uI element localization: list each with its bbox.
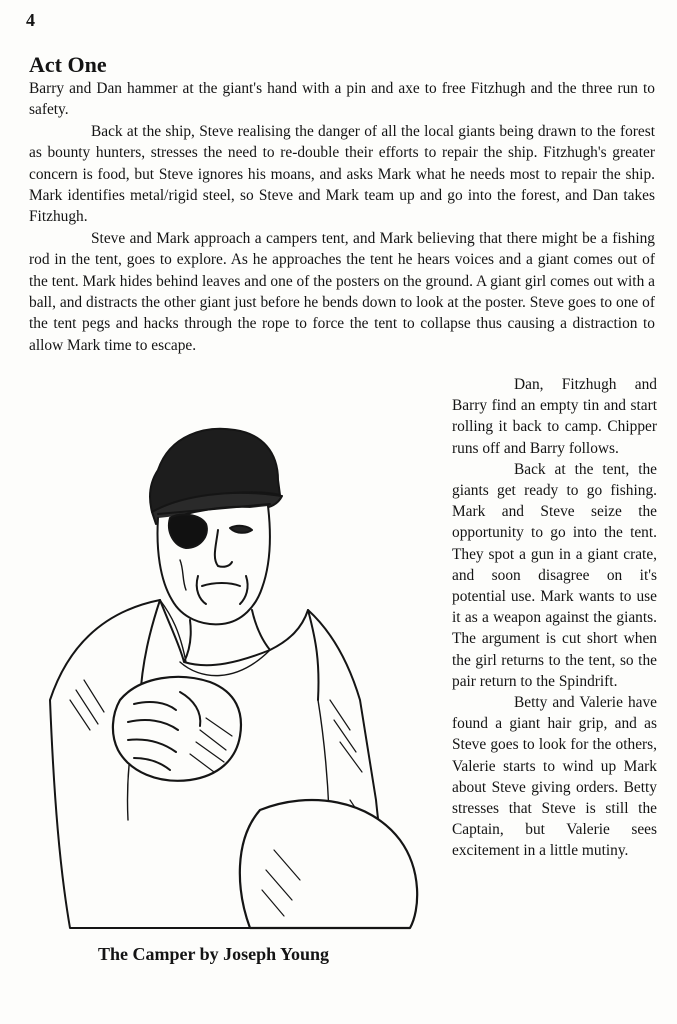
- illustration-caption: The Camper by Joseph Young: [98, 944, 330, 964]
- paragraph: Back at the ship, Steve realising the danger of all the local giants being drawn to the forest as bounty hunters, stresses the need to re-double their efforts to repair the ship. Fitzhugh's greater concern is food, but Steve ignores his moans, and asks Mark what he needs most to repair the ship. Mark identifies metal/rigid steel, so Steve and Mark team up and go into the forest, and Dan takes Fitzhugh.: [29, 122, 655, 226]
- paragraph: Barry and Dan hammer at the giant's hand with a pin and axe to free Fitzhugh and the three run to safety.: [29, 80, 655, 119]
- main-text: [29, 78, 655, 356]
- camper-illustration: [30, 400, 440, 930]
- section-heading: Act One: [29, 52, 107, 77]
- ball: [240, 800, 417, 928]
- paragraph: Betty and Valerie have found a giant hair grip, and as Steve goes to look for the others, Valerie starts to wind up Mark about Steve giving orders. Betty stresses that Steve is still the Captain, but Valerie sees excitement in a little mutiny.: [452, 694, 657, 860]
- paragraph: Steve and Mark approach a campers tent, and Mark believing that there might be a fishing rod in the tent, goes to explore. As he approaches the tent he hears voices and a giant comes out of the tent. Mark hides behind leaves and one of the posters on the ground. A giant girl comes out with a ball, and distracts the other giant just before he bends down to look at the poster. Steve goes to one of the tent pegs and hacks through the rope to force the tent to collapse thus causing a distraction to allow Mark time to escape.: [29, 229, 655, 354]
- page-number: 4: [26, 10, 35, 30]
- paragraph: Dan, Fitzhugh and Barry find an empty tin and start rolling it back to camp. Chipper runs off and Barry follows.: [452, 376, 657, 457]
- paragraph: Back at the tent, the giants get ready to go fishing. Mark and Steve seize the opportunity to go into the tent. They spot a gun in a giant crate, and soon disagree on it's potential use. Mark wants to use it as a weapon against the giants. The argument is cut short when the girl returns to the tent, so the pair return to the Spindrift.: [452, 460, 657, 690]
- side-column: [452, 374, 657, 862]
